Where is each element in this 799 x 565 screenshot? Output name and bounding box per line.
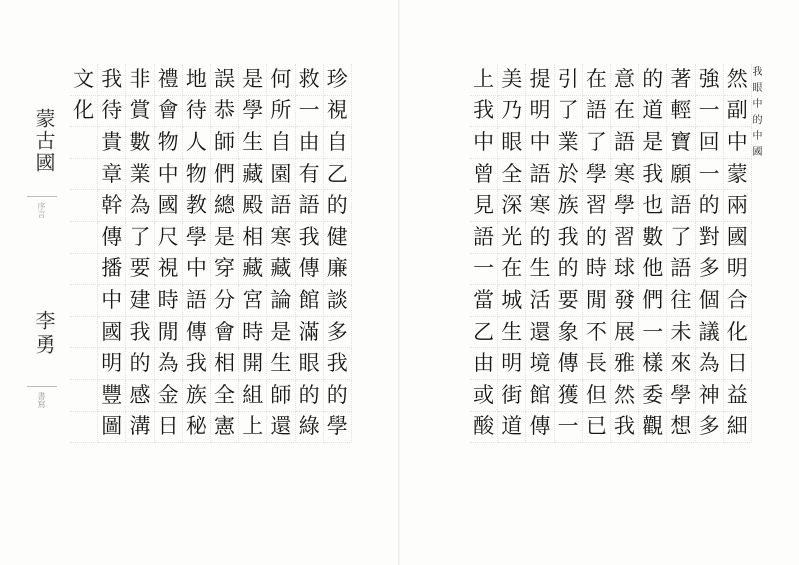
seal-glyph: 是 — [239, 64, 267, 96]
seal-glyph: 語 — [583, 96, 611, 128]
seal-glyph: 日 — [155, 412, 183, 444]
seal-glyph: 明 — [498, 348, 526, 380]
seal-glyph: 城 — [498, 285, 526, 317]
seal-glyph: 明 — [98, 348, 126, 380]
seal-glyph: 一 — [696, 159, 724, 191]
seal-glyph: 貴 — [98, 127, 126, 159]
seal-glyph: 數 — [639, 222, 667, 254]
seal-glyph: 師 — [211, 127, 239, 159]
seal-glyph: 藏 — [239, 254, 267, 286]
seal-glyph: 語 — [526, 159, 554, 191]
seal-glyph: 中 — [183, 254, 211, 286]
seal-glyph: 曾 — [470, 159, 498, 191]
seal-glyph: 要 — [126, 254, 154, 286]
margin-rule — [27, 196, 57, 197]
seal-glyph: 學 — [583, 159, 611, 191]
seal-glyph: 時 — [155, 285, 183, 317]
seal-glyph: 神 — [696, 380, 724, 412]
seal-glyph: 尺 — [155, 222, 183, 254]
seal-glyph: 了 — [126, 222, 154, 254]
seal-glyph: 中 — [724, 127, 752, 159]
seal-glyph: 為 — [126, 190, 154, 222]
seal-glyph: 活 — [526, 285, 554, 317]
seal-glyph: 國 — [98, 317, 126, 349]
seal-glyph: 會 — [211, 317, 239, 349]
seal-glyph: 在 — [498, 254, 526, 286]
seal-glyph: 委 — [639, 380, 667, 412]
seal-glyph: 豐 — [98, 380, 126, 412]
seal-glyph: 學 — [324, 412, 352, 444]
seal-glyph: 教 — [183, 190, 211, 222]
seal-glyph: 傳 — [555, 348, 583, 380]
seal-glyph: 化 — [724, 317, 752, 349]
seal-glyph: 禮 — [155, 64, 183, 96]
seal-glyph — [70, 190, 98, 222]
seal-glyph: 道 — [498, 412, 526, 444]
side-column-heading: 我眼中的中國 — [750, 66, 761, 162]
seal-glyph: 自 — [267, 127, 295, 159]
seal-glyph: 一 — [639, 317, 667, 349]
seal-glyph: 分 — [211, 285, 239, 317]
seal-glyph: 組 — [239, 380, 267, 412]
seal-glyph: 在 — [611, 96, 639, 128]
seal-glyph: 多 — [696, 254, 724, 286]
seal-glyph: 的 — [324, 380, 352, 412]
seal-glyph: 但 — [583, 380, 611, 412]
seal-glyph: 感 — [126, 380, 154, 412]
seal-glyph: 寶 — [667, 127, 695, 159]
seal-glyph: 明 — [724, 254, 752, 286]
seal-glyph: 象 — [555, 317, 583, 349]
seal-glyph — [70, 254, 98, 286]
seal-glyph: 還 — [526, 317, 554, 349]
seal-glyph: 閒 — [583, 285, 611, 317]
seal-glyph: 園 — [267, 159, 295, 191]
seal-glyph — [70, 380, 98, 412]
seal-glyph: 我 — [98, 64, 126, 96]
seal-glyph: 中 — [155, 159, 183, 191]
seal-glyph — [70, 348, 98, 380]
seal-glyph: 日 — [724, 348, 752, 380]
seal-glyph: 我 — [555, 222, 583, 254]
seal-glyph: 全 — [211, 380, 239, 412]
seal-glyph: 的 — [126, 348, 154, 380]
seal-glyph: 殿 — [239, 190, 267, 222]
seal-glyph: 待 — [98, 96, 126, 128]
seal-glyph: 救 — [296, 64, 324, 96]
seal-glyph: 總 — [211, 190, 239, 222]
seal-glyph: 會 — [155, 96, 183, 128]
seal-glyph: 學 — [239, 96, 267, 128]
seal-glyph: 也 — [639, 190, 667, 222]
seal-glyph: 中 — [526, 127, 554, 159]
seal-glyph: 發 — [611, 285, 639, 317]
seal-glyph: 傳 — [183, 317, 211, 349]
seal-glyph: 長 — [583, 348, 611, 380]
seal-glyph: 上 — [470, 64, 498, 96]
seal-glyph: 開 — [239, 348, 267, 380]
seal-glyph: 已 — [583, 412, 611, 444]
seal-glyph: 相 — [239, 222, 267, 254]
seal-glyph: 師 — [267, 380, 295, 412]
margin-note-small-2: 書寫 — [37, 392, 46, 408]
seal-glyph: 往 — [667, 285, 695, 317]
seal-glyph: 圖 — [98, 412, 126, 444]
seal-glyph: 們 — [639, 285, 667, 317]
seal-glyph: 語 — [296, 190, 324, 222]
seal-glyph: 是 — [211, 222, 239, 254]
seal-glyph: 國 — [724, 222, 752, 254]
seal-glyph: 地 — [183, 64, 211, 96]
seal-glyph: 一 — [555, 412, 583, 444]
seal-glyph: 多 — [696, 412, 724, 444]
seal-glyph: 溝 — [126, 412, 154, 444]
seal-glyph: 人 — [183, 127, 211, 159]
seal-glyph: 的 — [696, 190, 724, 222]
seal-glyph: 眼 — [296, 348, 324, 380]
seal-glyph: 樣 — [639, 348, 667, 380]
seal-glyph: 未 — [667, 317, 695, 349]
seal-glyph: 自 — [324, 127, 352, 159]
seal-glyph: 細 — [724, 412, 752, 444]
seal-glyph: 我 — [611, 412, 639, 444]
seal-glyph: 然 — [611, 380, 639, 412]
seal-glyph: 由 — [470, 348, 498, 380]
seal-glyph — [70, 285, 98, 317]
seal-glyph: 談 — [324, 285, 352, 317]
seal-glyph: 生 — [526, 254, 554, 286]
seal-glyph: 雅 — [611, 348, 639, 380]
seal-glyph: 習 — [611, 222, 639, 254]
seal-glyph: 們 — [211, 159, 239, 191]
seal-glyph: 議 — [696, 317, 724, 349]
seal-glyph: 由 — [296, 127, 324, 159]
seal-glyph: 眼 — [498, 127, 526, 159]
seal-glyph: 滿 — [296, 317, 324, 349]
seal-glyph — [70, 127, 98, 159]
seal-glyph: 我 — [470, 96, 498, 128]
seal-glyph: 業 — [126, 159, 154, 191]
right-text-grid — [470, 64, 752, 475]
seal-glyph: 合 — [724, 285, 752, 317]
seal-glyph: 一 — [470, 254, 498, 286]
seal-glyph: 上 — [239, 412, 267, 444]
seal-glyph: 是 — [639, 127, 667, 159]
seal-glyph: 一 — [696, 96, 724, 128]
seal-glyph: 播 — [98, 254, 126, 286]
seal-glyph: 道 — [639, 96, 667, 128]
seal-glyph: 中 — [98, 285, 126, 317]
seal-glyph: 生 — [267, 348, 295, 380]
seal-glyph: 語 — [667, 190, 695, 222]
seal-glyph: 在 — [583, 64, 611, 96]
seal-glyph: 宮 — [239, 285, 267, 317]
seal-glyph: 生 — [239, 127, 267, 159]
seal-glyph: 我 — [296, 222, 324, 254]
seal-glyph: 的 — [583, 222, 611, 254]
seal-glyph: 副 — [724, 96, 752, 128]
seal-glyph: 深 — [498, 190, 526, 222]
seal-glyph: 金 — [155, 380, 183, 412]
seal-glyph: 了 — [667, 222, 695, 254]
seal-glyph: 幹 — [98, 190, 126, 222]
seal-glyph: 建 — [126, 285, 154, 317]
seal-glyph: 來 — [667, 348, 695, 380]
seal-glyph: 意 — [611, 64, 639, 96]
seal-glyph: 想 — [667, 412, 695, 444]
seal-glyph: 益 — [724, 380, 752, 412]
seal-glyph: 球 — [611, 254, 639, 286]
seal-glyph: 傳 — [526, 412, 554, 444]
seal-glyph: 業 — [555, 127, 583, 159]
margin-title: 蒙古國 — [32, 108, 56, 174]
seal-glyph: 穿 — [211, 254, 239, 286]
margin-author: 李勇 — [32, 310, 56, 358]
seal-glyph: 秘 — [183, 412, 211, 444]
left-margin-notes — [22, 100, 62, 420]
seal-glyph: 賞 — [126, 96, 154, 128]
seal-glyph: 視 — [155, 254, 183, 286]
seal-glyph: 了 — [583, 127, 611, 159]
seal-glyph: 藏 — [267, 254, 295, 286]
seal-glyph: 誤 — [211, 64, 239, 96]
seal-glyph: 所 — [267, 96, 295, 128]
seal-glyph: 乙 — [324, 159, 352, 191]
seal-glyph: 國 — [155, 190, 183, 222]
seal-glyph: 輕 — [667, 96, 695, 128]
seal-glyph: 族 — [555, 190, 583, 222]
seal-glyph: 語 — [667, 254, 695, 286]
seal-glyph: 藏 — [239, 159, 267, 191]
seal-glyph: 習 — [583, 190, 611, 222]
seal-glyph: 還 — [267, 412, 295, 444]
seal-glyph: 閒 — [155, 317, 183, 349]
seal-glyph: 回 — [696, 127, 724, 159]
seal-glyph — [70, 317, 98, 349]
seal-glyph: 觀 — [639, 412, 667, 444]
seal-glyph: 學 — [667, 380, 695, 412]
seal-glyph: 視 — [324, 96, 352, 128]
seal-glyph: 強 — [696, 64, 724, 96]
seal-glyph: 館 — [526, 380, 554, 412]
seal-glyph: 化 — [70, 96, 98, 128]
seal-glyph: 我 — [639, 159, 667, 191]
seal-glyph — [70, 412, 98, 444]
seal-glyph: 酸 — [470, 412, 498, 444]
seal-glyph: 時 — [239, 317, 267, 349]
seal-glyph: 個 — [696, 285, 724, 317]
seal-glyph: 了 — [555, 96, 583, 128]
seal-glyph: 是 — [267, 317, 295, 349]
seal-glyph: 美 — [498, 64, 526, 96]
seal-glyph: 的 — [526, 222, 554, 254]
seal-glyph — [70, 159, 98, 191]
seal-glyph: 他 — [639, 254, 667, 286]
seal-glyph: 寒 — [611, 159, 639, 191]
seal-glyph: 一 — [296, 96, 324, 128]
seal-glyph: 物 — [155, 127, 183, 159]
seal-glyph: 全 — [498, 159, 526, 191]
seal-glyph: 我 — [183, 348, 211, 380]
seal-glyph: 中 — [470, 127, 498, 159]
seal-glyph — [70, 222, 98, 254]
seal-glyph: 珍 — [324, 64, 352, 96]
seal-glyph: 何 — [267, 64, 295, 96]
seal-glyph: 數 — [126, 127, 154, 159]
seal-glyph: 生 — [498, 317, 526, 349]
seal-glyph: 時 — [583, 254, 611, 286]
seal-glyph: 乙 — [470, 317, 498, 349]
seal-glyph: 引 — [555, 64, 583, 96]
seal-glyph: 館 — [296, 285, 324, 317]
seal-glyph: 綠 — [296, 412, 324, 444]
seal-glyph: 語 — [470, 222, 498, 254]
seal-glyph: 論 — [267, 285, 295, 317]
seal-glyph: 當 — [470, 285, 498, 317]
seal-glyph: 學 — [611, 190, 639, 222]
seal-glyph: 文 — [70, 64, 98, 96]
seal-glyph: 然 — [724, 64, 752, 96]
margin-rule — [27, 386, 57, 387]
seal-glyph: 見 — [470, 190, 498, 222]
seal-glyph: 或 — [470, 380, 498, 412]
seal-glyph: 章 — [98, 159, 126, 191]
seal-glyph: 語 — [267, 190, 295, 222]
seal-glyph: 於 — [555, 159, 583, 191]
seal-glyph: 語 — [183, 285, 211, 317]
seal-glyph: 對 — [696, 222, 724, 254]
page-gutter — [398, 0, 400, 565]
left-text-grid — [70, 64, 352, 475]
seal-glyph: 我 — [324, 348, 352, 380]
seal-glyph: 憲 — [211, 412, 239, 444]
seal-glyph: 街 — [498, 380, 526, 412]
seal-glyph: 廉 — [324, 254, 352, 286]
seal-glyph: 有 — [296, 159, 324, 191]
seal-glyph: 相 — [211, 348, 239, 380]
seal-glyph: 健 — [324, 222, 352, 254]
seal-glyph: 為 — [155, 348, 183, 380]
seal-glyph: 的 — [324, 190, 352, 222]
seal-glyph: 寒 — [267, 222, 295, 254]
seal-glyph: 物 — [183, 159, 211, 191]
seal-glyph: 的 — [639, 64, 667, 96]
seal-glyph: 光 — [498, 222, 526, 254]
seal-glyph: 展 — [611, 317, 639, 349]
seal-glyph: 傳 — [296, 254, 324, 286]
seal-glyph: 提 — [526, 64, 554, 96]
seal-glyph: 待 — [183, 96, 211, 128]
seal-glyph: 我 — [126, 317, 154, 349]
seal-glyph: 為 — [696, 348, 724, 380]
seal-glyph: 的 — [296, 380, 324, 412]
seal-glyph: 兩 — [724, 190, 752, 222]
seal-glyph: 寒 — [526, 190, 554, 222]
seal-glyph: 族 — [183, 380, 211, 412]
seal-glyph: 的 — [555, 254, 583, 286]
seal-glyph: 境 — [526, 348, 554, 380]
seal-glyph: 著 — [667, 64, 695, 96]
seal-glyph: 願 — [667, 159, 695, 191]
seal-glyph: 學 — [183, 222, 211, 254]
margin-note-small: 序言 — [37, 202, 46, 218]
seal-glyph: 要 — [555, 285, 583, 317]
seal-glyph: 傳 — [98, 222, 126, 254]
seal-glyph: 非 — [126, 64, 154, 96]
seal-glyph: 乃 — [498, 96, 526, 128]
seal-glyph: 蒙 — [724, 159, 752, 191]
seal-glyph: 明 — [526, 96, 554, 128]
seal-glyph: 不 — [583, 317, 611, 349]
seal-glyph: 多 — [324, 317, 352, 349]
seal-glyph: 語 — [611, 127, 639, 159]
seal-glyph: 獲 — [555, 380, 583, 412]
seal-glyph: 恭 — [211, 96, 239, 128]
